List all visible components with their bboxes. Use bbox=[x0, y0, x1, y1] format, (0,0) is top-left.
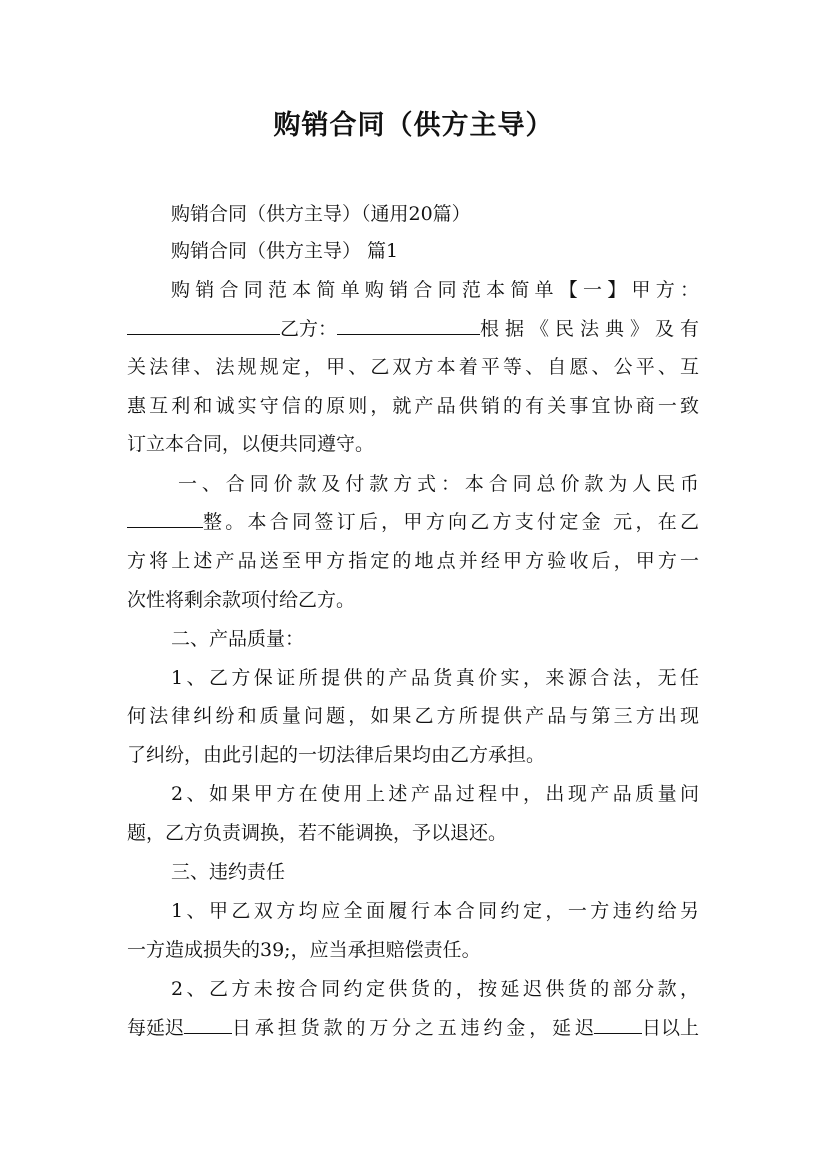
delay-days-blank-2 bbox=[594, 1015, 642, 1034]
section-heading: 购销合同（供方主导） 篇1 bbox=[171, 240, 399, 262]
paragraph-6-line-2-middle: 日承担货款的万分之五违约金，延迟 bbox=[232, 1017, 594, 1039]
paragraph-5-line-2: 一方造成损失的39;，应当承担赔偿责任。 bbox=[127, 939, 481, 961]
party-b-blank bbox=[337, 316, 480, 335]
paragraph-2-line-1: 一、合同价款及付款方式：本合同总价款为人民币 bbox=[178, 473, 699, 495]
paragraph-2-line-4: 次性将剩余款项付给乙方。 bbox=[127, 589, 356, 611]
paragraph-1-line-3: 关法律、法规规定，甲、乙双方本着平等、自愿、公平、互 bbox=[127, 356, 699, 378]
paragraph-1-line-2 bbox=[127, 316, 699, 342]
document-title: 购销合同（供方主导） bbox=[273, 110, 554, 141]
heading-breach-liability: 三、违约责任 bbox=[171, 861, 286, 883]
paragraph-1-line-5: 订立本合同，以便共同遵守。 bbox=[127, 433, 375, 455]
paragraph-3-line-3: 了纠纷，由此引起的一切法律后果均由乙方承担。 bbox=[127, 744, 546, 766]
paragraph-2-line-2 bbox=[127, 509, 699, 535]
paragraph-3-line-1: 1、乙方保证所提供的产品货真价实，来源合法，无任 bbox=[171, 667, 699, 689]
party-b-label: 乙方： bbox=[280, 318, 338, 340]
paragraph-1-line-1: 购销合同范本简单购销合同范本简单【一】甲方： bbox=[171, 279, 699, 301]
paragraph-1-line-2-tail: 根据《民法典》及有 bbox=[480, 318, 699, 340]
paragraph-6-line-2-start: 每延迟 bbox=[127, 1017, 185, 1039]
paragraph-3-line-2: 何法律纠纷和质量问题，如果乙方所提供产品与第三方出现 bbox=[127, 705, 699, 727]
paragraph-1-line-4: 惠互利和诚实守信的原则，就产品供销的有关事宜协商一致 bbox=[127, 395, 699, 417]
paragraph-5-line-1: 1、甲乙双方均应全面履行本合同约定，一方违约给另 bbox=[171, 900, 699, 922]
paragraph-6-line-1: 2、乙方未按合同约定供货的，按延迟供货的部分款， bbox=[171, 978, 699, 1000]
delay-days-blank-1 bbox=[184, 1015, 232, 1034]
party-a-blank bbox=[127, 316, 280, 335]
paragraph-6-line-2-end: 日以上 bbox=[641, 1017, 699, 1039]
paragraph-4-line-2: 题，乙方负责调换，若不能调换，予以退还。 bbox=[127, 822, 508, 844]
paragraph-4-line-1: 2、如果甲方在使用上述产品过程中，出现产品质量问 bbox=[171, 783, 699, 805]
paragraph-6-line-2 bbox=[127, 1015, 699, 1041]
total-price-blank bbox=[127, 509, 203, 528]
document-subtitle: 购销合同（供方主导）（通用20篇） bbox=[171, 203, 471, 225]
heading-product-quality: 二、产品质量： bbox=[171, 628, 305, 650]
paragraph-2-line-2-tail: 整。本合同签订后，甲方向乙方支付定金 元，在乙 bbox=[203, 511, 699, 533]
paragraph-2-line-3: 方将上述产品送至甲方指定的地点并经甲方验收后，甲方一 bbox=[127, 550, 699, 572]
